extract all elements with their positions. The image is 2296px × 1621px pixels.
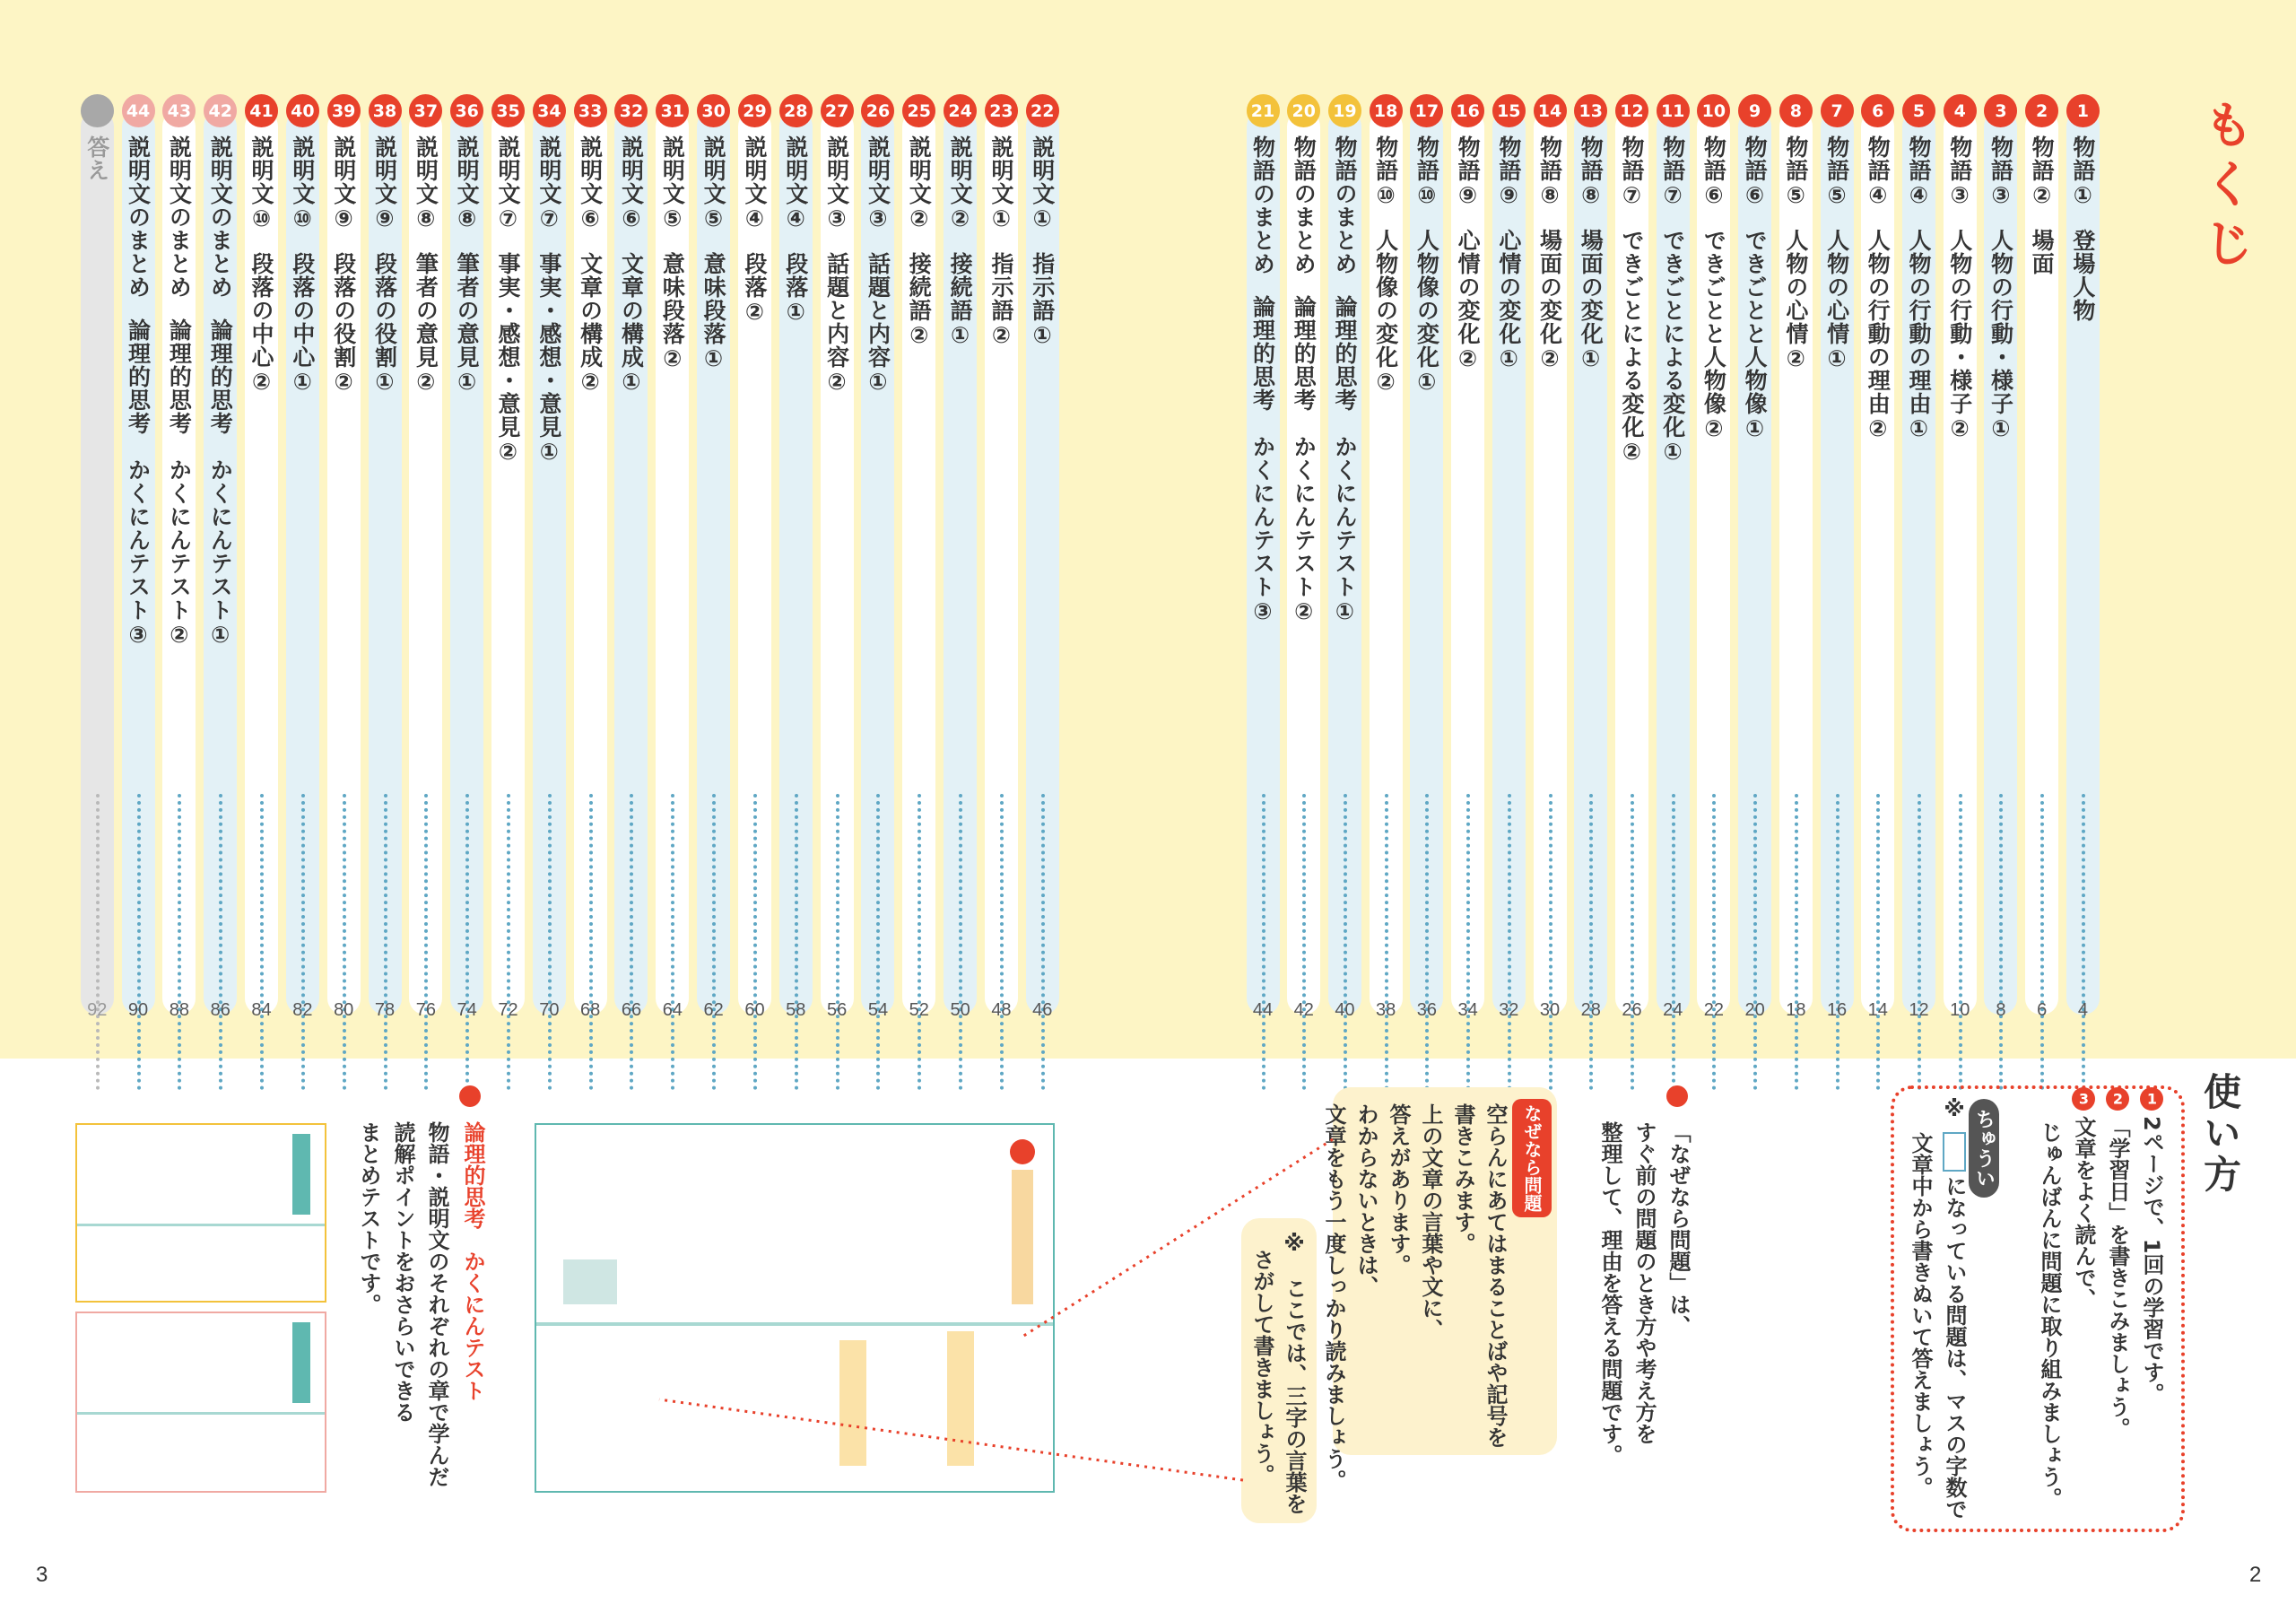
toc-item-page: 34	[1457, 1000, 1478, 1020]
toc-item-page: 18	[1786, 1000, 1806, 1020]
toc-item-topic: 心情の変化①	[1495, 229, 1522, 372]
toc-item-page: 40	[1335, 1000, 1355, 1020]
toc-item-page: 38	[1376, 1000, 1396, 1020]
toc-item-section: 物語⑥	[1700, 135, 1727, 209]
toc-item-number: 28	[779, 94, 813, 127]
toc-item-section: 説明文⑤	[659, 135, 686, 232]
toc-item-topic: 場面	[2029, 229, 2056, 275]
toc-item-number: 17	[1410, 94, 1443, 127]
toc-item-topic: 話題と内容①	[865, 252, 891, 396]
toc-item-topic: 筆者の意見①	[454, 252, 481, 396]
toc-item-page: 44	[1252, 1000, 1274, 1020]
toc-item-topic: 意味段落①	[700, 252, 727, 372]
toc-item-page: 88	[169, 1000, 189, 1020]
toc-item-number: 38	[369, 94, 402, 127]
usage-step-3a-text: 文章をよく読んで、	[2071, 1116, 2096, 1310]
toc-item-page: 4	[2077, 1000, 2088, 1020]
toc-item-section: 説明文⑧	[454, 135, 481, 232]
toc-item-page: 82	[292, 1000, 313, 1020]
toc-item-page: 76	[415, 1000, 436, 1020]
toc-item-topic: 人物の行動の理由②	[1865, 229, 1892, 442]
toc-item-topic: 意味段落②	[659, 252, 686, 372]
toc-item-topic: 段落の役割②	[330, 252, 357, 396]
toc-item-page: 22	[1703, 1000, 1725, 1020]
toc-item-topic: 接続語②	[906, 252, 933, 349]
toc-item-section: 答え	[83, 135, 110, 182]
toc-item-page: 14	[1867, 1000, 1888, 1020]
callout-line-2	[659, 1399, 1243, 1480]
toc-item-section: 説明文③	[865, 135, 891, 232]
caution-note-line-2: 文章中から書きぬいて答えましょう。	[1908, 1132, 1933, 1498]
toc-item-page: 26	[1622, 1000, 1642, 1020]
toc-item-page: 28	[1580, 1000, 1601, 1020]
page-number-right: 2	[2249, 1563, 2262, 1587]
nazenara-tag-label: なぜなら問題	[1512, 1099, 1552, 1217]
nazenara-box-line-1: 空らんにあてはまることばや記号を	[1483, 1103, 1508, 1448]
nazenara-box-line-4: 答えがあります。	[1386, 1103, 1411, 1276]
nazenara-box-line-2: 書きこみます。	[1450, 1103, 1475, 1254]
toc-item-page: 74	[457, 1000, 477, 1020]
toc-item-topic: 論理的思考 かくにんテスト②	[166, 318, 193, 649]
page-number-left: 3	[36, 1563, 48, 1587]
usage-step-3b: じゅんばんに問題に取り組みましょう。	[2037, 1121, 2062, 1509]
toc-item-page: 54	[867, 1000, 889, 1020]
toc-item-section: 物語②	[2029, 135, 2056, 209]
step-3-icon: 3	[2072, 1087, 2095, 1111]
toc-item-topic: 場面の変化②	[1536, 229, 1563, 372]
nazenara-box-line-6: 文章をもう一度しっかり読みましょう。	[1321, 1103, 1346, 1491]
nazenara-intro-c: 整理して、理由を答える問題です。	[1597, 1121, 1622, 1466]
toc-item-topic: 接続語①	[947, 252, 974, 349]
toc-item-page: 48	[991, 1000, 1012, 1020]
toc-item-page: 84	[251, 1000, 272, 1020]
toc-item-number: 37	[409, 94, 442, 127]
toc-item-topic: 人物像の変化②	[1372, 229, 1399, 396]
toc-item-section: 物語③	[1987, 135, 2014, 209]
toc-item-topic: 人物像の変化①	[1413, 229, 1440, 396]
toc-item-page: 32	[1499, 1000, 1519, 1020]
toc-item-page: 24	[1663, 1000, 1683, 1020]
step-2-icon: 2	[2106, 1087, 2129, 1111]
toc-item-page: 62	[703, 1000, 724, 1020]
toc-item-page: 20	[1744, 1000, 1765, 1020]
toc-item-topic: 場面の変化①	[1578, 229, 1605, 372]
toc-item-section: 物語⑦	[1659, 135, 1686, 209]
toc-item-section: 物語④	[1865, 135, 1892, 209]
toc-item-topic: 人物の行動の理由①	[1906, 229, 1932, 442]
toc-item-topic: 登場人物	[2069, 229, 2096, 322]
toc-item-topic: 論理的思考 かくにんテスト③	[125, 318, 152, 649]
toc-item-section: 物語のまとめ	[1331, 135, 1358, 275]
toc-item-topic: 人物の行動・様子②	[1946, 229, 1973, 442]
toc-item-section: 説明文⑩	[289, 135, 316, 232]
toc-item-section: 説明文⑧	[413, 135, 439, 232]
toc-item-section: 説明文⑦	[495, 135, 521, 232]
toc-item-number: 5	[1902, 94, 1935, 127]
toc-item-section: 物語⑦	[1618, 135, 1645, 209]
caution-label: ちゅうい	[1969, 1099, 1999, 1198]
toc-item-section: 物語⑩	[1372, 135, 1399, 209]
toc-item-topic: 文章の構成②	[577, 252, 604, 396]
toc-item-page: 30	[1539, 1000, 1561, 1020]
toc-item-number: 6	[1861, 94, 1894, 127]
nazenara-box-line-3: 上の文章の言葉や文に、	[1418, 1103, 1443, 1340]
thumb-2-strip	[292, 1322, 310, 1403]
toc-item-number: 19	[1328, 94, 1361, 127]
toc-item-number: 13	[1574, 94, 1607, 127]
toc-item-section: 説明文⑦	[535, 135, 562, 232]
toc-item-section: 物語⑤	[1782, 135, 1809, 209]
toc-item-section: 物語⑨	[1495, 135, 1522, 209]
toc-item-topic: 論理的思考 かくにんテスト①	[207, 318, 234, 649]
toc-item-section: 説明文⑩	[248, 135, 275, 232]
toc-item-section: 物語⑧	[1536, 135, 1563, 209]
toc-item-number: 21	[1247, 94, 1280, 127]
toc-item-number: 26	[861, 94, 894, 127]
toc-item-page: 90	[127, 1000, 149, 1020]
toc-item-page: 36	[1416, 1000, 1437, 1020]
toc-item-section: 説明文のまとめ	[125, 135, 152, 299]
caution-note-mark: ※	[1942, 1096, 1967, 1121]
toc-item-section: 物語⑩	[1413, 135, 1440, 209]
toc-item-topic: 人物の心情①	[1823, 229, 1850, 372]
toc-item-number: 27	[821, 94, 854, 127]
toc-item-topic: 話題と内容②	[823, 252, 850, 396]
toc-item-page: 16	[1826, 1000, 1848, 1020]
thumb-1-band	[77, 1224, 325, 1226]
toc-item-page: 70	[539, 1000, 560, 1020]
usage-step-1-text: 2ページで、1回の学習です。	[2139, 1116, 2164, 1405]
ronri-bullet-icon	[459, 1085, 481, 1107]
toc-item-section: 物語⑤	[1823, 135, 1850, 209]
toc-item-topic: できごとと人物像②	[1700, 229, 1727, 442]
toc-item-topic: 事実・感想・意見②	[495, 252, 521, 466]
toc-item-section: 説明文②	[906, 135, 933, 232]
toc-item-number: 1	[2066, 94, 2100, 127]
nazenara-note-a: ※ ここでは、三字の言葉を	[1282, 1231, 1307, 1514]
toc-item-topic: 指示語②	[987, 252, 1014, 349]
toc-item-section: 説明文③	[823, 135, 850, 232]
nazenara-intro-b: すぐ前の問題のとき方や考え方を	[1631, 1121, 1657, 1444]
toc-item-page: 92	[87, 1000, 108, 1020]
page-title: もくじ	[2196, 99, 2254, 276]
toc-item-topic: 段落②	[741, 252, 768, 326]
toc-item-number: 36	[450, 94, 483, 127]
caution-note-1-text: になっている問題は、マスの字数で	[1942, 1175, 1967, 1520]
toc-item-number: 31	[656, 94, 689, 127]
toc-item-section: 物語③	[1946, 135, 1973, 209]
toc-item-number: 33	[574, 94, 607, 127]
toc-item-page: 60	[744, 1000, 765, 1020]
toc-item-section: 物語⑥	[1742, 135, 1769, 209]
toc-item-page: 52	[909, 1000, 929, 1020]
toc-item-number: 30	[697, 94, 730, 127]
toc-item-topic: 段落①	[782, 252, 809, 326]
toc-item-section: 説明文のまとめ	[207, 135, 234, 299]
toc-item-section: 物語④	[1906, 135, 1932, 209]
thumb-2-band	[77, 1412, 325, 1415]
toc-item-section: 物語①	[2069, 135, 2096, 209]
ronri-line-1: 物語・説明文のそれぞれの章で学んだ	[424, 1121, 449, 1487]
toc-item-topic: 段落の中心①	[289, 252, 316, 396]
toc-item-topic: 指示語①	[1029, 252, 1056, 349]
test-page-image-2	[75, 1312, 326, 1493]
toc-item-number: 2	[2025, 94, 2058, 127]
nazenara-intro-a: 「なぜなら問題」は、	[1665, 1121, 1691, 1337]
callout-line-1	[1022, 1139, 1333, 1337]
toc-item-topic: できごとと人物像①	[1742, 229, 1769, 442]
thumb-1-strip	[292, 1134, 310, 1215]
toc-item-number: 4	[1944, 94, 1977, 127]
toc-item-page: 56	[827, 1000, 848, 1020]
toc-item-section: 説明文②	[947, 135, 974, 232]
toc-item-number: 10	[1697, 94, 1730, 127]
toc-item-section: 物語⑨	[1455, 135, 1482, 209]
step-1-icon: 1	[2140, 1087, 2163, 1111]
toc-item-page: 46	[1032, 1000, 1053, 1020]
toc-item-number: 18	[1370, 94, 1403, 127]
toc-item-number: 8	[1779, 94, 1813, 127]
toc-item-page: 72	[498, 1000, 518, 1020]
toc-item-topic: 人物の行動・様子①	[1987, 229, 2014, 442]
toc-item-topic: 筆者の意見②	[413, 252, 439, 396]
test-page-image-1	[75, 1123, 326, 1303]
toc-item-topic: 段落の中心②	[248, 252, 275, 396]
toc-item-page: 10	[1950, 1000, 1970, 1020]
toc-item-number: 9	[1738, 94, 1771, 127]
toc-item-topic: 心情の変化②	[1455, 229, 1482, 372]
toc-item-number: 35	[491, 94, 525, 127]
toc-item-number: 15	[1492, 94, 1526, 127]
toc-item-page: 64	[662, 1000, 683, 1020]
toc-item-section: 説明文⑨	[371, 135, 398, 232]
toc-item-page: 42	[1293, 1000, 1314, 1020]
toc-item-number: 24	[944, 94, 977, 127]
toc-item-number: 16	[1451, 94, 1484, 127]
usage-heading: 使い方	[2198, 1072, 2242, 1196]
toc-item-number: 12	[1615, 94, 1648, 127]
toc-item-number: 11	[1657, 94, 1690, 127]
toc-item-section: 説明文のまとめ	[166, 135, 193, 299]
toc-item-number: 32	[614, 94, 648, 127]
toc-item-topic: できごとによる変化①	[1659, 229, 1686, 466]
toc-item-number: 39	[327, 94, 361, 127]
toc-item-number: 29	[738, 94, 771, 127]
toc-item-section: 説明文①	[987, 135, 1014, 232]
toc-item-number: 7	[1821, 94, 1854, 127]
toc-item-number: 22	[1026, 94, 1059, 127]
toc-item-topic: できごとによる変化②	[1618, 229, 1645, 466]
toc-item-number: 42	[204, 94, 237, 127]
toc-item-page: 78	[374, 1000, 396, 1020]
toc-item-section: 物語⑧	[1578, 135, 1605, 209]
toc-item-number: 40	[286, 94, 319, 127]
toc-item-topic: 文章の構成①	[618, 252, 645, 396]
toc-item-page: 66	[621, 1000, 642, 1020]
nazenara-note-b: さがして書きましょう。	[1249, 1249, 1274, 1486]
toc-item-page: 86	[210, 1000, 230, 1020]
toc-item-page: 6	[2037, 1000, 2048, 1020]
toc-item-section: 物語のまとめ	[1249, 135, 1276, 275]
toc-item-section: 物語のまとめ	[1291, 135, 1318, 275]
ronri-line-3: まとめテストです。	[356, 1121, 381, 1315]
ronri-heading: 論理的思考 かくにんテスト	[460, 1121, 485, 1401]
usage-step-2-text: 「学習日」を書きこみましょう。	[2105, 1116, 2130, 1439]
toc-item-number: 41	[245, 94, 278, 127]
toc-item-topic: 事実・感想・意見①	[535, 252, 562, 466]
toc-item-section: 説明文⑥	[618, 135, 645, 232]
ronri-line-2: 読解ポイントをおさらいできる	[390, 1121, 415, 1423]
nazenara-box-line-5: わからないときは、	[1353, 1103, 1378, 1297]
toc-item-number: 23	[985, 94, 1018, 127]
toc-item-number: 34	[533, 94, 566, 127]
toc-item-number: 3	[1984, 94, 2017, 127]
toc-item-number: 44	[122, 94, 155, 127]
toc-item-topic: 論理的思考 かくにんテスト②	[1291, 295, 1318, 625]
toc-item-number: 14	[1534, 94, 1567, 127]
toc-item-topic: 論理的思考 かくにんテスト①	[1331, 295, 1358, 625]
toc-item-section: 説明文④	[741, 135, 768, 232]
toc-item-page: 80	[334, 1000, 354, 1020]
toc-item-section: 説明文⑨	[330, 135, 357, 232]
toc-item-number: 20	[1287, 94, 1320, 127]
toc-item-page: 50	[950, 1000, 970, 1020]
toc-item-page: 68	[580, 1000, 601, 1020]
toc-item-section: 説明文⑥	[577, 135, 604, 232]
toc-item-page: 8	[1996, 1000, 2006, 1020]
toc-item-number: 43	[162, 94, 196, 127]
toc-item-topic: 人物の心情②	[1782, 229, 1809, 372]
toc-item-section: 説明文①	[1029, 135, 1056, 232]
toc-item-page: 58	[786, 1000, 806, 1020]
toc-item-topic: 論理的思考 かくにんテスト③	[1249, 295, 1276, 625]
toc-item-page: 12	[1909, 1000, 1929, 1020]
toc-item-section: 説明文④	[782, 135, 809, 232]
toc-item-number: 25	[902, 94, 935, 127]
toc-item-topic: 段落の役割①	[371, 252, 398, 396]
toc-item-section: 説明文⑤	[700, 135, 727, 232]
